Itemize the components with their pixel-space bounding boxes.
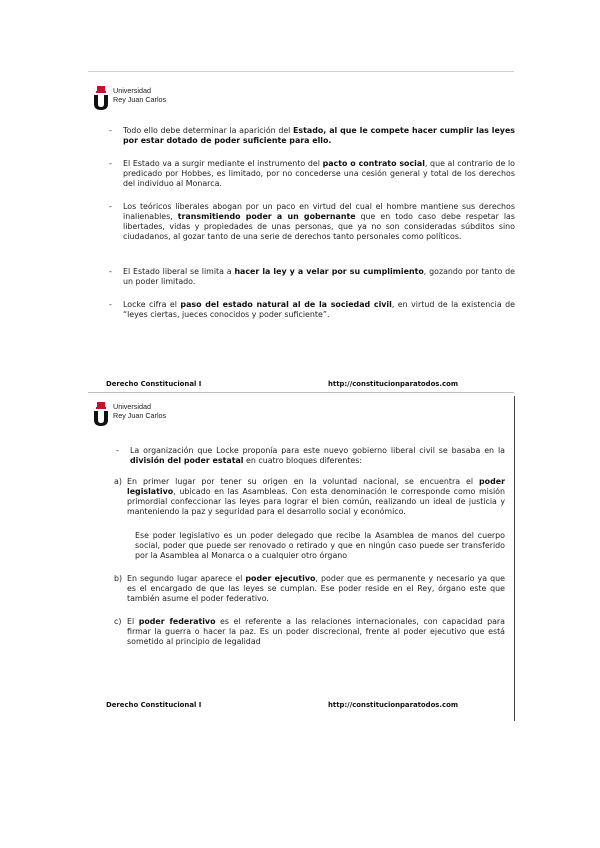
university-logo [93,86,166,110]
urjc-crown-u-icon [93,86,109,110]
logo-line-2: Rey Juan Carlos [113,411,167,420]
list-item-a-subparagraph: Ese poder legislativo es un poder delegado que recibe la Asamblea de manos del cuerpo social, poder que puede ser renovado o retirado y que en ningún caso puede ser transferido por la Asamblea al Monarca o a cualquier otro órgano [135,531,505,560]
university-logo-2 [93,402,166,426]
urjc-crown-u-icon [93,402,109,426]
list-item-b: b) En segundo lugar aparece el poder ejecutivo, poder que es permanente y necesario ya que es el encargado de que las leyes se cumplan. Ese poder reside en el Rey, órgano este que también asume el poder federativo. [114,574,506,603]
page-separator [88,392,514,393]
logo-line-1: Universidad [113,402,151,411]
bullet-3: - Los teóricos liberales abogan por un paco en virtud del cual el hombre mantiene sus derechos inalienables, transmitiendo poder a un gobernante que en todo caso debe respetar las libertades, vidas y propiedades de unas personas, que ya no son consideradas súbditos sino ciudadanos, al gozar tanto de una serie de derechos tanto personales como políticos. [109,202,515,241]
list-item-a: a) En primer lugar por tener su origen en la voluntad nacional, se encuentra el poder legislativo, ubicado en las Asambleas. Con esta denominación le corresponde como misión primordial confeccionar las leyes para lograr el bien común, realizando un ideal de justicia y manteniendo la paz y seguridad para el desarrollo social y económico. [114,477,505,516]
footer-course: Derecho Constitucional I [106,380,202,388]
bullet-5: - Locke cifra el paso del estado natural al de la sociedad civil, en virtud de la existencia de “leyes ciertas, jueces conocidos y poder suficiente”. [109,300,515,319]
logo-line-2: Rey Juan Carlos [113,95,167,104]
bullet-4: - El Estado liberal se limita a hacer la ley y a velar por su cumplimiento, gozando por tanto de un poder limitado. [109,267,515,286]
footer-url[interactable]: http://constitucionparatodos.com [328,380,459,388]
footer-url-2[interactable]: http://constitucionparatodos.com [328,701,459,709]
bullet-2: - El Estado va a surgir mediante el instrumento del pacto o contrato social, que al contrario de lo predicado por Hobbes, es limitado, por no concederse una cesión general y total de los derechos del individuo al Monarca. [109,159,516,188]
page-top-rule [88,71,514,72]
intro-paragraph: - La organización que Locke proponía para este nuevo gobierno liberal civil se basaba en la división del poder estatal en cuatro bloques diferentes: [116,446,505,465]
bullet-1: - Todo ello debe determinar la aparición del Estado, al que le compete hacer cumplir las leyes por estar dotado de poder suficiente para ello. [109,126,515,145]
footer-course-2: Derecho Constitucional I [106,701,202,709]
logo-line-1: Universidad [113,86,151,95]
list-item-c: c) El poder federativo es el referente a las relaciones internacionales, con capacidad para firmar la guerra o hacer la paz. Es un poder discrecional, frente al poder ejecutivo que está sometido al principio de legalidad [114,617,505,646]
page-right-border [514,396,515,721]
